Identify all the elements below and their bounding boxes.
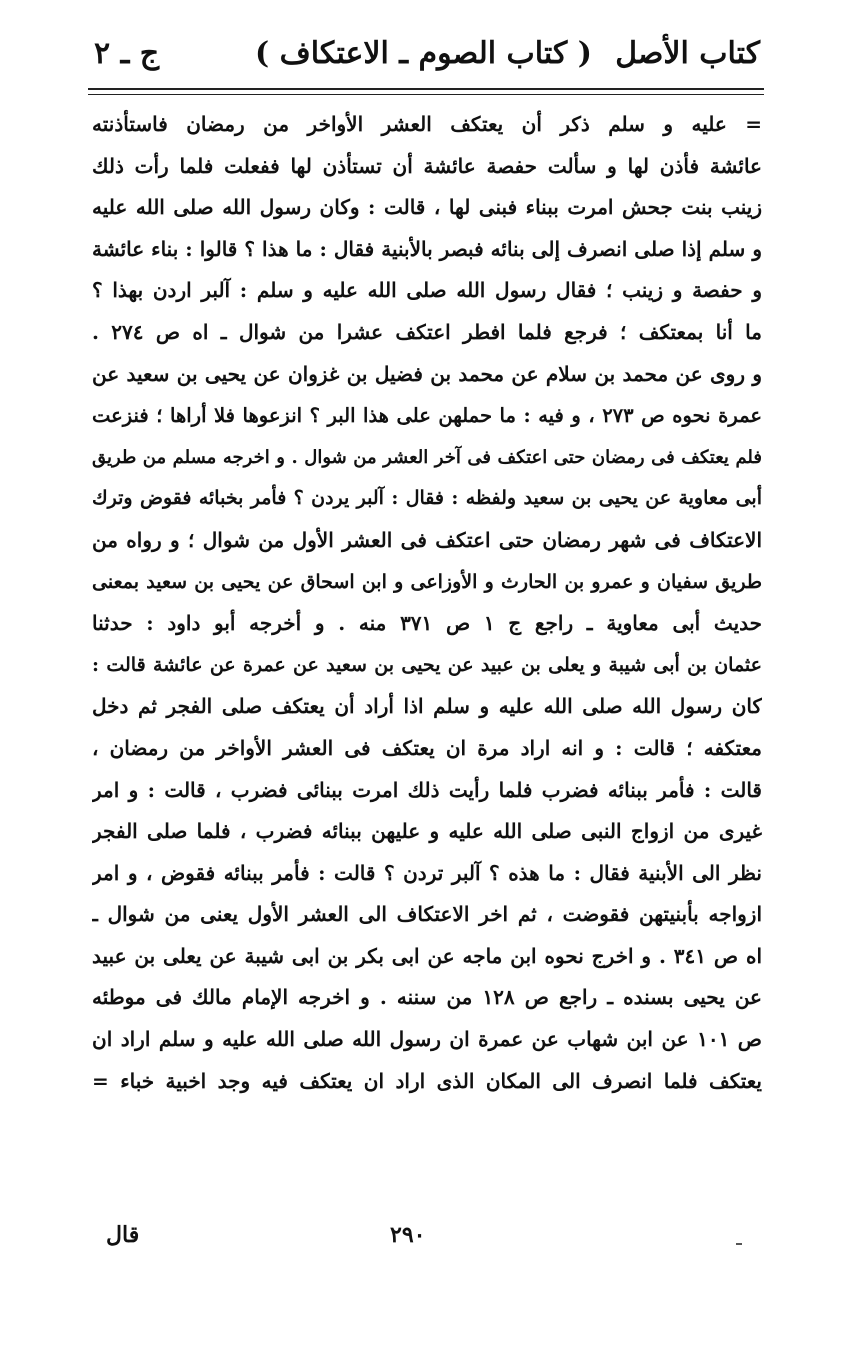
text-line: عمرة نحوه ص ٢٧٣ ، و فيه : ما حملهن على هذا البر ؟ انزعوها فلا أراها ؛ فنزعت (92, 404, 762, 428)
header-rule-thick (88, 88, 764, 90)
text-line: طريق سفيان و عمرو بن الحارث و الأوزاعى و ابن اسحاق عن يحيى بن سعيد بمعنى (92, 570, 762, 593)
text-line: فلم يعتكف فى رمضان حتى اعتكف فى آخر العشر من شوال . و اخرجه مسلم من طريق (92, 446, 762, 468)
catchword: قال (106, 1222, 140, 1248)
text-line: الاعتكاف فى شهر رمضان حتى اعتكف فى العشر الأول من شوال ؛ و رواه من (92, 527, 762, 552)
page-header (90, 28, 760, 78)
text-line: ص ١٠١ عن ابن شهاب عن عمرة ان رسول الله صلى الله عليه و سلم اراد ان (92, 1027, 762, 1052)
text-line: = عليه و سلم ذكر أن يعتكف العشر الأواخر من رمضان فاستأذنته (92, 112, 762, 136)
text-line: نظر الى الأبنية فقال : ما هذه ؟ آلبر تردن ؟ قالت : فأمر ببنائه فقوض ، و امر (92, 860, 762, 885)
text-line: أبى معاوية عن يحيى بن سعيد ولفظه : فقال : آلبر يردن ؟ فأمر بخبائه فقوض وترك (92, 487, 762, 510)
header-rule-thin (88, 94, 764, 95)
text-line: عن يحيى بسنده ـ راجع ص ١٢٨ من سننه . و اخرجه الإمام مالك فى موطئه (92, 985, 762, 1010)
text-line: ازواجه بأبنيتهن فقوضت ، ثم اخر الاعتكاف الى العشر الأول يعنى من شوال ـ (92, 902, 762, 927)
text-line: زينب بنت جحش امرت ببناء فبنى لها ، قالت : وكان رسول الله صلى الله عليه (92, 195, 762, 220)
text-line: حديث أبى معاوية ـ راجع ج ١ ص ٣٧١ منه . و أخرجه أبو داود : حدثنا (92, 611, 762, 636)
book-title: كتاب الأصل (615, 36, 760, 71)
page-footer (90, 1222, 760, 1262)
text-line: يعتكف فلما انصرف الى المكان الذى اراد ان يعتكف فيه وجد اخبية خباء = (92, 1068, 762, 1093)
text-line: غيرى من ازواج النبى صلى الله عليه و عليهن ببنائه فضرب ، فلما صلى الفجر (92, 819, 762, 844)
print-speck (736, 1243, 742, 1245)
text-line: و روى عن محمد بن سلام عن محمد بن فضيل بن غزوان عن يحيى بن سعيد عن (92, 361, 762, 386)
volume-label: ج ـ ٢ (94, 36, 160, 71)
text-line: كان رسول الله صلى الله عليه و سلم اذا أراد أن يعتكف صلى الفجر ثم دخل (92, 694, 762, 719)
text-line: و حفصة و زينب ؛ فقال رسول الله صلى الله عليه و سلم : آلبر اردن بهذا ؟ (92, 278, 762, 303)
text-line: عثمان بن أبى شيبة و يعلى بن عبيد عن يحيى بن سعيد عن عمرة عن عائشة قالت : (92, 653, 762, 676)
text-line: ما أنا بمعتكف ؛ فرجع فلما افطر اعتكف عشرا من شوال ـ اه ص ٢٧٤ . (92, 319, 762, 344)
page-number: ٢٩٠ (390, 1222, 426, 1248)
text-line: قالت : فأمر ببنائه فضرب فلما رأيت ذلك امرت ببنائى فضرب ، قالت : و امر (92, 777, 762, 802)
text-line: معتكفه ؛ قالت : و انه اراد مرة ان يعتكف فى العشر الأواخر من رمضان ، (92, 735, 762, 760)
text-line: عائشة فأذن لها و سألت حفصة عائشة أن تستأذن لها ففعلت فلما رأت ذلك (92, 153, 762, 178)
text-line: و سلم إذا صلى انصرف إلى بنائه فبصر بالأبنية فقال : ما هذا ؟ قالوا : بناء عائشة (92, 236, 762, 261)
text-line: اه ص ٣٤١ . و اخرج نحوه ابن ماجه عن ابى بكر بن ابى شيبة عن يعلى بن عبيد (92, 943, 762, 968)
section-title: ( كتاب الصوم ـ الاعتكاف ) (255, 36, 592, 71)
body-text (92, 104, 762, 1102)
